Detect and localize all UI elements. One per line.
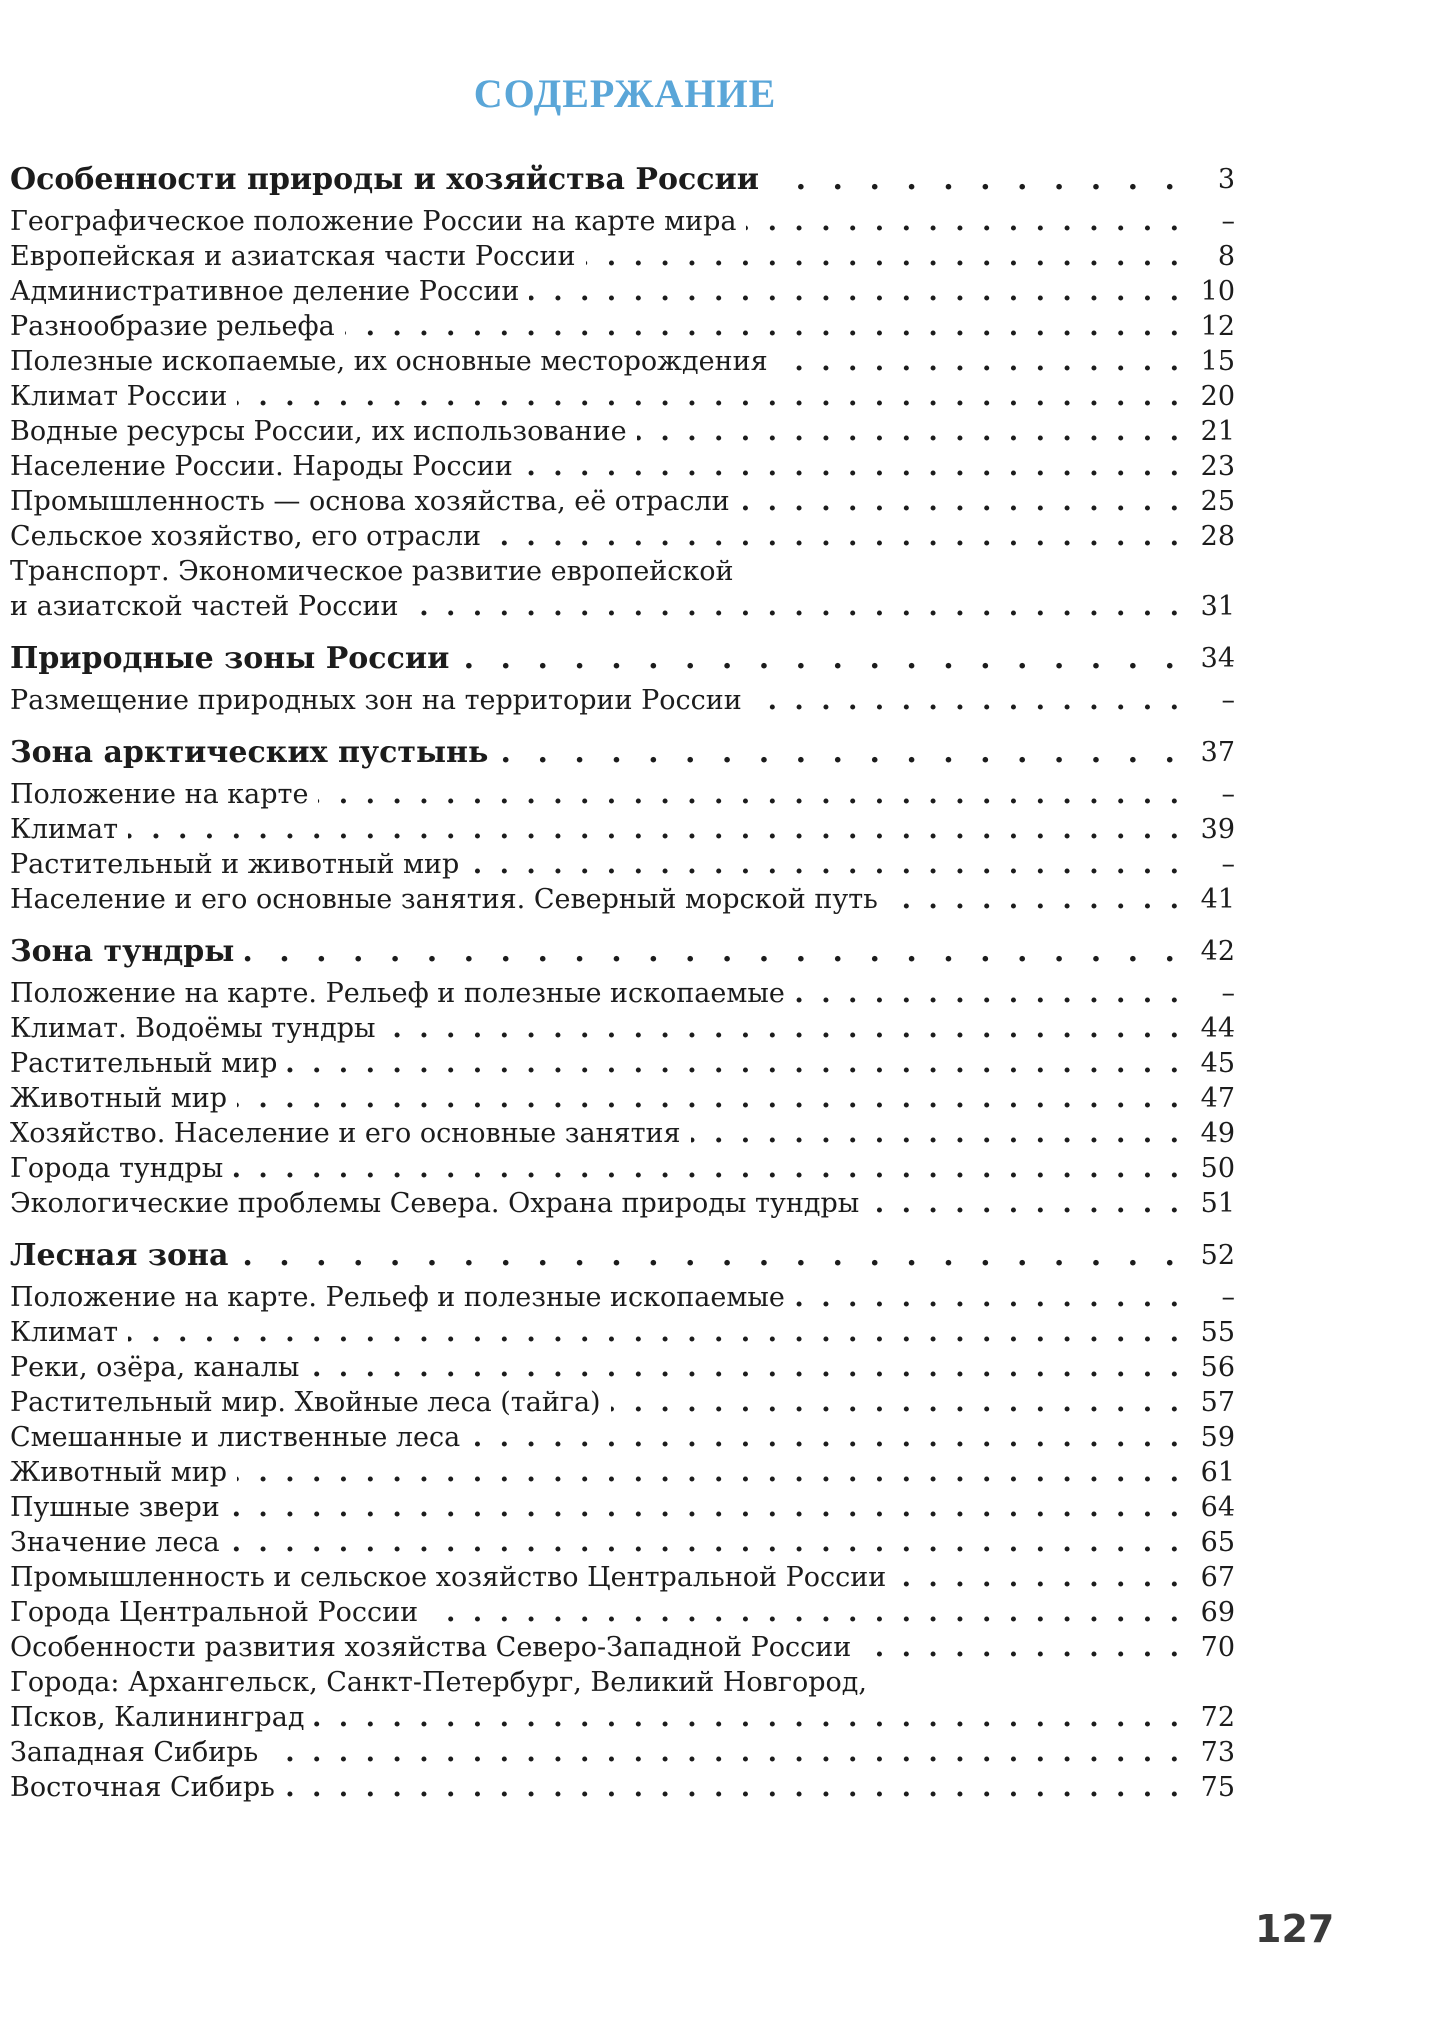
toc-entry-label: Города Центральной России <box>10 1597 419 1628</box>
toc-heading-label: Особенности природы и хозяйства России <box>10 162 760 197</box>
toc-section <box>10 927 1235 1221</box>
toc-entry[interactable] <box>10 239 1235 274</box>
toc-page-number: 8 <box>1217 241 1235 272</box>
toc-page-number: 57 <box>1200 1387 1235 1418</box>
toc-entry-label-line1: Города: Архангельск, Санкт-Петербург, Великий Новгород, <box>10 1667 867 1698</box>
dot-leader <box>408 589 1183 624</box>
dot-leader <box>268 1735 1183 1770</box>
toc-entry[interactable] <box>10 519 1235 554</box>
toc-entry[interactable] <box>10 484 1235 519</box>
table-of-contents <box>10 155 1235 1805</box>
dot-leader <box>230 1525 1183 1560</box>
toc-page-number: 31 <box>1200 591 1235 622</box>
toc-section-heading[interactable] <box>10 927 1235 976</box>
dot-leader <box>861 1630 1183 1665</box>
toc-page-number: 45 <box>1200 1048 1235 1079</box>
toc-entry[interactable] <box>10 1630 1235 1665</box>
toc-entry-label: Водные ресурсы России, их использование <box>10 416 627 447</box>
toc-entry-label: Административное деление России <box>10 276 520 307</box>
toc-entry-label: Климат <box>10 814 119 845</box>
toc-entry-label: Особенности развития хозяйства Северо-Западной России <box>10 1632 852 1663</box>
toc-page-number: 55 <box>1200 1317 1235 1348</box>
dot-leader <box>469 847 1183 882</box>
toc-entry[interactable] <box>10 1186 1235 1221</box>
dot-leader <box>386 1011 1184 1046</box>
toc-page-number: 56 <box>1200 1352 1235 1383</box>
dot-leader <box>691 1116 1183 1151</box>
dot-leader <box>233 1151 1183 1186</box>
toc-entry[interactable] <box>10 1315 1235 1350</box>
dot-leader <box>769 169 1183 204</box>
dot-leader <box>586 239 1183 274</box>
toc-page-number: 28 <box>1200 521 1235 552</box>
toc-entry[interactable] <box>10 1116 1235 1151</box>
toc-entry[interactable] <box>10 379 1235 414</box>
toc-page-number: 10 <box>1200 276 1235 307</box>
toc-entry-label: Население России. Народы России <box>10 451 513 482</box>
toc-entry[interactable] <box>10 1560 1235 1595</box>
toc-page-number: 51 <box>1200 1188 1235 1219</box>
toc-page-number: 64 <box>1200 1492 1235 1523</box>
toc-entry[interactable] <box>10 847 1235 882</box>
toc-entry[interactable] <box>10 1151 1235 1186</box>
toc-page-number: 65 <box>1200 1527 1235 1558</box>
toc-entry[interactable] <box>10 882 1235 917</box>
toc-page-number: 75 <box>1200 1772 1235 1803</box>
dot-leader <box>237 1081 1183 1116</box>
toc-entry[interactable] <box>10 1081 1235 1116</box>
toc-entry[interactable] <box>10 777 1235 812</box>
dot-leader <box>740 484 1183 519</box>
toc-entry[interactable] <box>10 554 1235 624</box>
toc-page-number: 67 <box>1200 1562 1235 1593</box>
dot-leader <box>795 1280 1183 1315</box>
toc-entry-label: Псков, Калининград <box>10 1702 305 1733</box>
toc-page-number: 52 <box>1200 1240 1235 1271</box>
toc-entry-label: Растительный и животный мир <box>10 849 460 880</box>
toc-entry-label: Западная Сибирь <box>10 1737 259 1768</box>
toc-entry-label: Восточная Сибирь <box>10 1772 275 1803</box>
toc-entry-label: Климат. Водоёмы тундры <box>10 1013 376 1044</box>
toc-entry-label: Растительный мир. Хвойные леса (тайга) <box>10 1387 601 1418</box>
dot-leader <box>795 976 1183 1011</box>
dot-leader <box>237 379 1183 414</box>
toc-entry[interactable] <box>10 344 1235 379</box>
toc-entry-label: Климат <box>10 1317 119 1348</box>
toc-entry[interactable] <box>10 1455 1235 1490</box>
toc-page-number: – <box>1221 206 1235 237</box>
toc-heading-label: Природные зоны России <box>10 641 450 676</box>
dot-leader <box>428 1595 1183 1630</box>
toc-entry[interactable] <box>10 204 1235 239</box>
toc-page-number: 50 <box>1200 1153 1235 1184</box>
dot-leader <box>529 274 1183 309</box>
toc-entry-label: Полезные ископаемые, их основные месторождения <box>10 346 768 377</box>
dot-leader <box>888 882 1183 917</box>
toc-entry-label: Географическое положение России на карте мира <box>10 206 737 237</box>
toc-entry[interactable] <box>10 309 1235 344</box>
toc-entry[interactable] <box>10 1385 1235 1420</box>
toc-entry[interactable] <box>10 1595 1235 1630</box>
toc-section <box>10 1231 1235 1805</box>
toc-page-number: 20 <box>1200 381 1235 412</box>
dot-leader <box>491 519 1183 554</box>
toc-page-number: 42 <box>1200 936 1235 967</box>
toc-heading-label: Зона арктических пустынь <box>10 735 489 770</box>
toc-entry-label: Сельское хозяйство, его отрасли <box>10 521 482 552</box>
toc-entry[interactable] <box>10 1350 1235 1385</box>
toc-entry[interactable] <box>10 976 1235 1011</box>
toc-section <box>10 634 1235 718</box>
toc-entry-label: Промышленность и сельское хозяйство Центральной России <box>10 1562 887 1593</box>
toc-section-heading[interactable] <box>10 728 1235 777</box>
dot-leader <box>869 1186 1183 1221</box>
toc-entry-label-line1: Транспорт. Экономическое развитие европейской <box>10 556 734 587</box>
toc-section-heading[interactable] <box>10 155 1235 204</box>
dot-leader <box>285 1770 1183 1805</box>
toc-entry-label: Промышленность — основа хозяйства, её отрасли <box>10 486 730 517</box>
dot-leader <box>778 344 1183 379</box>
toc-page-number: 21 <box>1200 416 1235 447</box>
toc-entry[interactable] <box>10 414 1235 449</box>
page-title: СОДЕРЖАНИЕ <box>473 71 777 116</box>
dot-leader <box>237 1455 1183 1490</box>
toc-page-number: 61 <box>1200 1457 1235 1488</box>
toc-entry-label: Смешанные и лиственные леса <box>10 1422 461 1453</box>
dot-leader <box>470 1420 1183 1455</box>
toc-page-number: 23 <box>1200 451 1235 482</box>
toc-entry-label: Значение леса <box>10 1527 220 1558</box>
toc-entry-label: Экологические проблемы Севера. Охрана природы тундры <box>10 1188 860 1219</box>
toc-heading-label: Зона тундры <box>10 934 235 969</box>
toc-entry[interactable] <box>10 1770 1235 1805</box>
toc-page-number: 25 <box>1200 486 1235 517</box>
dot-leader <box>128 1315 1183 1350</box>
toc-entry-label: Реки, озёра, каналы <box>10 1352 300 1383</box>
toc-page-number: – <box>1221 779 1235 810</box>
dot-leader <box>498 742 1183 777</box>
toc-page-number: 69 <box>1200 1597 1235 1628</box>
dot-leader <box>238 1245 1183 1280</box>
toc-page-number: 59 <box>1200 1422 1235 1453</box>
toc-section <box>10 155 1235 624</box>
toc-page-number: 41 <box>1200 884 1235 915</box>
toc-entry[interactable] <box>10 1490 1235 1525</box>
toc-entry[interactable] <box>10 1046 1235 1081</box>
toc-page-number: 34 <box>1200 643 1235 674</box>
toc-page-number: 15 <box>1200 346 1235 377</box>
toc-page-number: 12 <box>1200 311 1235 342</box>
toc-page-number: – <box>1221 1282 1235 1313</box>
toc-page-number: – <box>1221 849 1235 880</box>
dot-leader <box>459 648 1183 683</box>
page-number: 127 <box>1255 1907 1335 1951</box>
toc-entry-label: Животный мир <box>10 1457 228 1488</box>
toc-page-number: 49 <box>1200 1118 1235 1149</box>
toc-entry[interactable] <box>10 683 1235 718</box>
toc-entry[interactable] <box>10 1420 1235 1455</box>
toc-entry[interactable] <box>10 1280 1235 1315</box>
toc-page-number: 47 <box>1200 1083 1235 1114</box>
dot-leader <box>345 309 1183 344</box>
toc-page-number: 73 <box>1200 1737 1235 1768</box>
toc-entry-label: Положение на карте. Рельеф и полезные ископаемые <box>10 978 785 1009</box>
dot-leader <box>896 1560 1183 1595</box>
toc-entry[interactable] <box>10 1011 1235 1046</box>
toc-entry-label: Хозяйство. Население и его основные занятия <box>10 1118 681 1149</box>
toc-section-heading[interactable] <box>10 634 1235 683</box>
toc-section <box>10 728 1235 917</box>
dot-leader <box>637 414 1183 449</box>
toc-entry-label: Размещение природных зон на территории России <box>10 685 742 716</box>
dot-leader <box>287 1046 1183 1081</box>
dot-leader <box>752 683 1183 718</box>
toc-page-number: 39 <box>1200 814 1235 845</box>
toc-page-number: 70 <box>1200 1632 1235 1663</box>
toc-page-number: 44 <box>1200 1013 1235 1044</box>
toc-section-heading[interactable] <box>10 1231 1235 1280</box>
toc-entry-label: Население и его основные занятия. Северный морской путь <box>10 884 878 915</box>
toc-entry-label: Климат России <box>10 381 228 412</box>
dot-leader <box>309 1350 1183 1385</box>
dot-leader <box>244 941 1183 976</box>
toc-entry-label: Животный мир <box>10 1083 228 1114</box>
toc-entry-label: Разнообразие рельефа <box>10 311 335 342</box>
toc-entry[interactable] <box>10 1525 1235 1560</box>
toc-entry-label: и азиатской частей России <box>10 591 399 622</box>
toc-entry-label: Положение на карте. Рельеф и полезные ископаемые <box>10 1282 785 1313</box>
toc-entry-label: Пушные звери <box>10 1492 220 1523</box>
toc-page-number: 3 <box>1217 164 1235 195</box>
toc-entry[interactable] <box>10 812 1235 847</box>
toc-entry-label: Растительный мир <box>10 1048 278 1079</box>
toc-page-number: 37 <box>1200 737 1235 768</box>
dot-leader <box>611 1385 1183 1420</box>
dot-leader <box>128 812 1183 847</box>
toc-entry-label: Европейская и азиатская части России <box>10 241 576 272</box>
toc-page-number: – <box>1221 978 1235 1009</box>
toc-page-number: 72 <box>1200 1702 1235 1733</box>
toc-entry[interactable] <box>10 1665 1235 1735</box>
toc-page-number: – <box>1221 685 1235 716</box>
toc-entry-label: Положение на карте <box>10 779 309 810</box>
dot-leader <box>523 449 1183 484</box>
dot-leader <box>314 1700 1183 1735</box>
dot-leader <box>230 1490 1183 1525</box>
toc-entry[interactable] <box>10 1735 1235 1770</box>
toc-entry[interactable] <box>10 449 1235 484</box>
dot-leader <box>318 777 1183 812</box>
toc-entry[interactable] <box>10 274 1235 309</box>
toc-entry-label: Города тундры <box>10 1153 224 1184</box>
dot-leader <box>746 204 1183 239</box>
toc-heading-label: Лесная зона <box>10 1238 229 1273</box>
